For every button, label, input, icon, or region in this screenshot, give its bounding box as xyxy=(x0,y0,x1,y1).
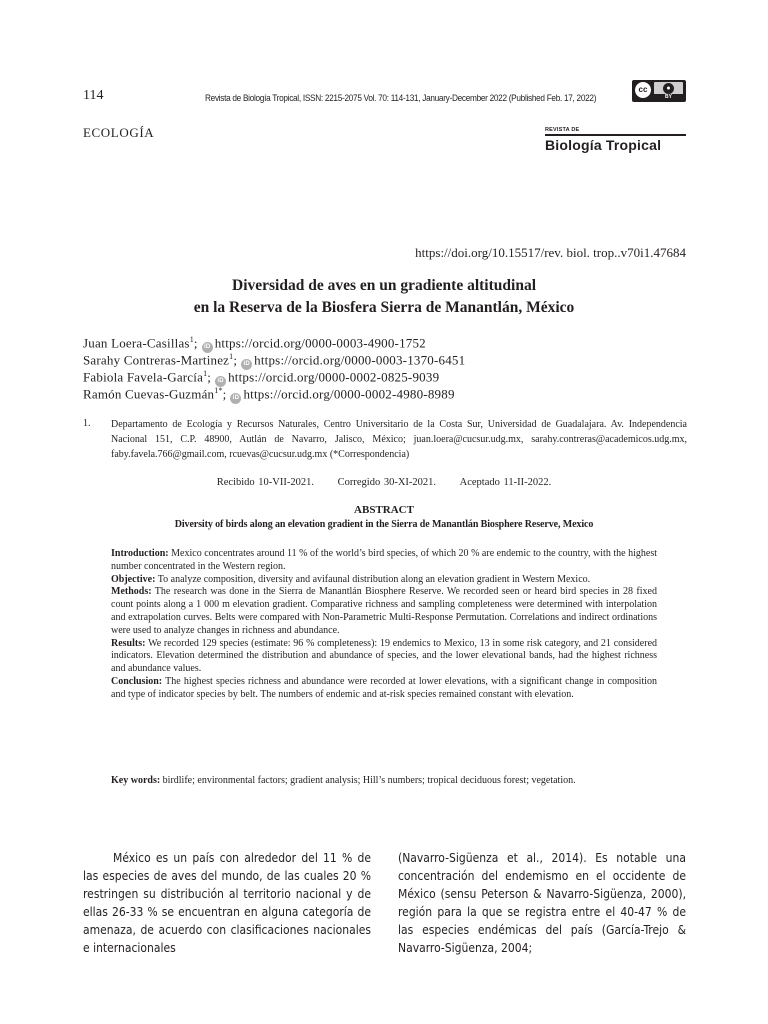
body-text-right-column: (Navarro-Sigüenza et al., 2014). Es notable una concentración del endemismo en el occidente de México (sensu Peterson & Navarro-Sigüenza, 2000), región para la que se registra entre el 40-47 % de las especies endémicas del país (García-Trejo & Navarro-Sigüenza, 2004; xyxy=(398,851,686,955)
abstract-section-label: Results: xyxy=(111,637,146,649)
corrected-date: Corregido 30-XI-2021. xyxy=(337,477,437,488)
affiliation-text: Departamento de Ecología y Recursos Naturales, Centro Universitario de la Costa Sur, Universidad de Guadalajara. Av. Independencia Nacional 151, C.P. 48900, Autlán de Navarro, Jalisco, México; juan.loera@cucsur.udg.mx, sarahy.contreras@academicos.udg.mx, faby.favela.766@gmail.com, rcuevas@cucsur.udg.mx (*Correspondencia) xyxy=(111,419,687,460)
abstract-objective xyxy=(111,574,657,587)
author-affiliation-mark: 1* xyxy=(214,386,223,395)
attribution-person-icon: ● xyxy=(663,83,674,94)
abstract-results xyxy=(111,638,657,676)
orcid-link[interactable]: https://orcid.org/0000-0002-0825-9039 xyxy=(228,369,440,385)
abstract-methods xyxy=(111,586,657,637)
keywords-text: birdlife; environmental factors; gradient analysis; Hill’s numbers; tropical deciduous forest; vegetation. xyxy=(162,775,576,786)
author-entry: Juan Loera-Casillas$^1$; iD https://orcid.org/0000-0003-4900-1752 xyxy=(83,335,426,353)
abstract-section-text: The highest species richness and abundance were recorded at lower elevations, with a significant change in composition and type of indicator species by belt. The numbers of endemic and at-risk species remained constant with elevation. xyxy=(111,675,658,700)
author-affiliation-mark: 1 xyxy=(203,369,208,378)
orcid-link[interactable]: https://orcid.org/0000-0003-4900-1752 xyxy=(214,335,426,351)
keywords-label: Key words: xyxy=(111,775,161,786)
orcid-link[interactable]: https://orcid.org/0000-0003-1370-6451 xyxy=(254,352,466,368)
accepted-date: Aceptado 11-II-2022. xyxy=(459,477,552,488)
author-entry: Fabiola Favela-García$^1$; iD https://orcid.org/0000-0002-0825-9039 xyxy=(83,369,439,387)
logo-top-text: REVISTA DE xyxy=(545,127,686,136)
journal-logo xyxy=(545,127,686,153)
author-name: Fabiola Favela-García xyxy=(83,369,204,385)
abstract-section-text: We recorded 129 species (estimate: 96 % completeness): 19 endemics to Mexico, 13 in some risk category, and 21 considered indicators. Elevation determined the distribution and abundance of species, and the lower elevational bands, had the highest richness and abundance values. xyxy=(111,637,658,675)
abstract-heading: ABSTRACT xyxy=(354,504,414,516)
article-title-line-1: Diversidad de aves en un gradiente altitudinal xyxy=(232,277,536,294)
received-date: Recibido 10-VII-2021. xyxy=(216,477,314,488)
orcid-icon: iD xyxy=(202,342,213,353)
affiliation-number: 1. xyxy=(83,418,91,429)
abstract-section-text: To analyze composition, diversity and avifaunal distribution along an elevation gradient in Western Mexico. xyxy=(157,573,591,585)
abstract-body xyxy=(111,548,657,702)
article-title-line-2: en la Reserva de la Biosfera Sierra de Manantlán, México xyxy=(193,299,575,316)
doi-link[interactable]: https://doi.org/10.15517/rev. biol. trop..v70i1.47684 xyxy=(415,245,686,260)
abstract-section-label: Methods: xyxy=(111,586,152,598)
orcid-icon: iD xyxy=(230,393,241,404)
abstract-section-text: Mexico concentrates around 11 % of the world’s bird species, of which 20 % are endemic to the country, with the highest number concentrated in the Western region. xyxy=(111,548,657,572)
author-name: Juan Loera-Casillas xyxy=(83,335,190,351)
by-icon xyxy=(654,82,683,100)
abstract-section-text: The research was done in the Sierra de Manantlán Biosphere Reserve. We recorded seen or heard bird species in 28 fixed count points along a 1 000 m elevation gradient. Comparative richness and sampling completeness were determined with interpolation and extrapolation curves. Belts were compared with Non-Parametric Multi-Response Permutation. Correlations and indirect ordinations were used to analyze changes in richness and abundance. xyxy=(111,586,657,636)
abstract-english-title: Diversity of birds along an elevation gradient in the Sierra de Manantlán Biosphere Reserve, Mexico xyxy=(174,519,594,530)
abstract-section-label: Objective: xyxy=(111,573,156,585)
author-name: Ramón Cuevas-Guzmán xyxy=(83,386,215,402)
author-entry: Sarahy Contreras-Martinez$^1$; iD https://orcid.org/0000-0003-1370-6451 xyxy=(83,352,465,370)
page-number: 114 xyxy=(83,88,104,103)
author-affiliation-mark: 1 xyxy=(229,352,234,361)
author-affiliation-mark: 1 xyxy=(189,335,194,344)
body-text-left-column: México es un país con alrededor del 11 % de las especies de aves del mundo, de las cuales 20 % restringen su distribución al territorio nacional y de ellas 26-33 % se encuentran en alguna categoría de amenaza, de acuerdo con clasificaciones nacionales e internacionales xyxy=(83,851,371,955)
orcid-icon: iD xyxy=(215,376,226,387)
author-name: Sarahy Contreras-Martinez xyxy=(83,352,230,368)
author-entry: Ramón Cuevas-Guzmán$^{1*}$; iD https://orcid.org/0000-0002-4980-8989 xyxy=(83,386,455,404)
abstract-introduction xyxy=(111,548,657,574)
cc-icon: cc xyxy=(635,82,651,98)
section-label: ECOLOGÍA xyxy=(83,125,155,140)
orcid-link[interactable]: https://orcid.org/0000-0002-4980-8989 xyxy=(243,386,455,402)
abstract-section-label: Conclusion: xyxy=(111,675,163,687)
abstract-section-label: Introduction: xyxy=(111,548,169,559)
abstract-conclusion xyxy=(111,676,657,702)
journal-citation: Revista de Biología Tropical, ISSN: 2215-2075 Vol. 70: 114-131, January-December 2022 (Published Feb. 17, 2022) xyxy=(205,93,597,104)
cc-by-license-icon[interactable] xyxy=(632,80,686,102)
keywords xyxy=(111,775,657,788)
orcid-icon: iD xyxy=(241,359,252,370)
article-dates xyxy=(0,477,768,488)
logo-main-text: Biología Tropical xyxy=(545,137,662,153)
by-label: BY xyxy=(654,94,683,100)
